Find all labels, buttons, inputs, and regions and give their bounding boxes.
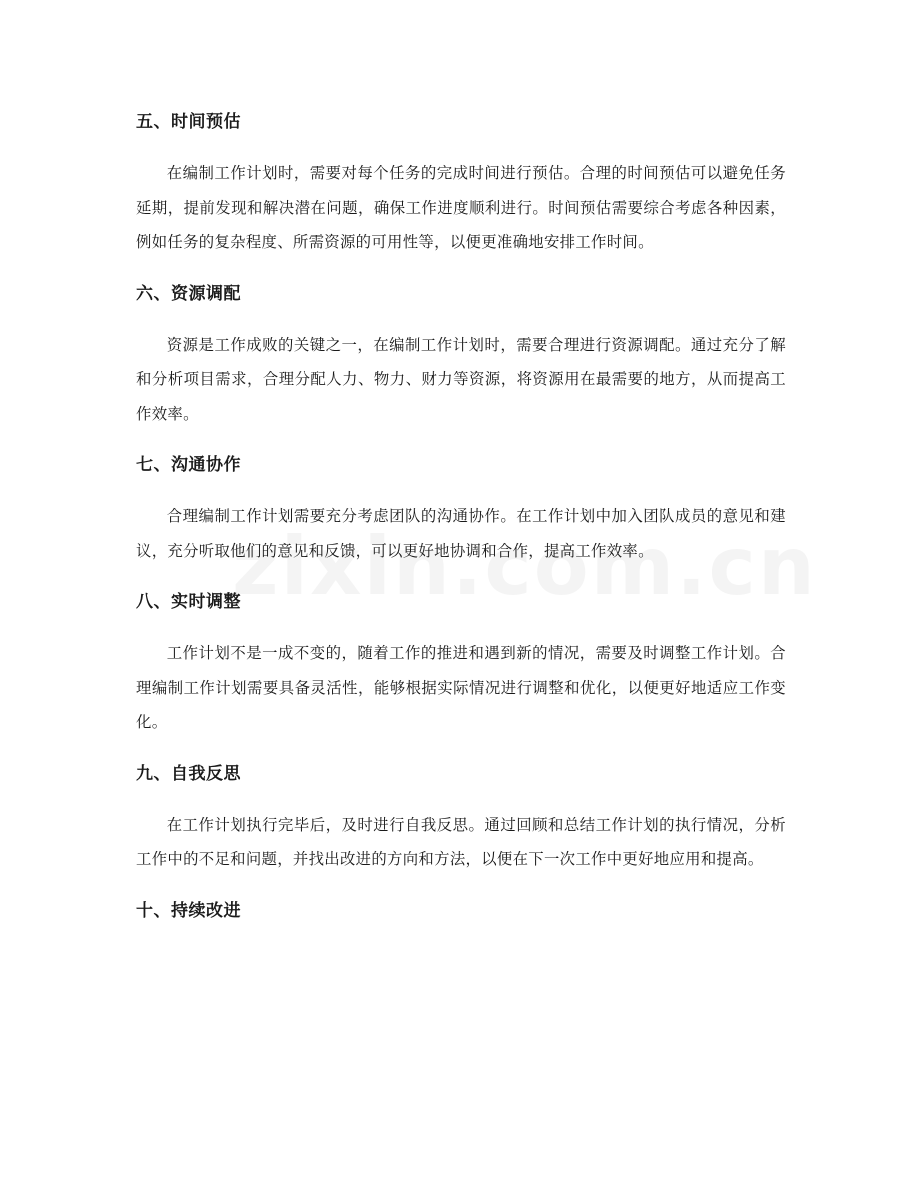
section-paragraph-self-reflection: 在工作计划执行完毕后，及时进行自我反思。通过回顾和总结工作计划的执行情况，分析工作中的不足和问题，并找出改进的方向和方法，以便在下一次工作中更好地应用和提高。 bbox=[136, 815, 786, 868]
section-paragraph-time-estimate: 在编制工作计划时，需要对每个任务的完成时间进行预估。合理的时间预估可以避免任务延期，提前发现和解决潜在问题，确保工作进度顺利进行。时间预估需要综合考虑各种因素，例如任务的复杂程度、所需资源的可用性等，以便更准确地安排工作时间。 bbox=[136, 164, 786, 251]
section-paragraph-resource-allocation: 资源是工作成败的关键之一，在编制工作计划时，需要合理进行资源调配。通过充分了解和分析项目需求，合理分配人力、物力、财力等资源，将资源用在最需要的地方，从而提高工作效率。 bbox=[136, 335, 786, 423]
section-heading-self-reflection: 九、自我反思 bbox=[136, 763, 241, 784]
section-heading-resource-allocation: 六、资源调配 bbox=[136, 283, 241, 304]
section-heading-continuous-improvement: 十、持续改进 bbox=[136, 900, 241, 921]
section-heading-realtime-adjustment: 八、实时调整 bbox=[136, 592, 241, 612]
section-heading-communication: 七、沟通协作 bbox=[136, 455, 241, 475]
section-paragraph-realtime-adjustment: 工作计划不是一成不变的，随着工作的推进和遇到新的情况，需要及时调整工作计划。合理编制工作计划需要具备灵活性，能够根据实际情况进行调整和优化，以便更好地适应工作变化。 bbox=[136, 644, 786, 731]
document-body bbox=[136, 108, 786, 945]
section-heading-time-estimate: 五、时间预估 bbox=[136, 112, 241, 132]
section-paragraph-communication: 合理编制工作计划需要充分考虑团队的沟通协作。在工作计划中加入团队成员的意见和建议，充分听取他们的意见和反馈，可以更好地协调和合作，提高工作效率。 bbox=[136, 507, 786, 560]
